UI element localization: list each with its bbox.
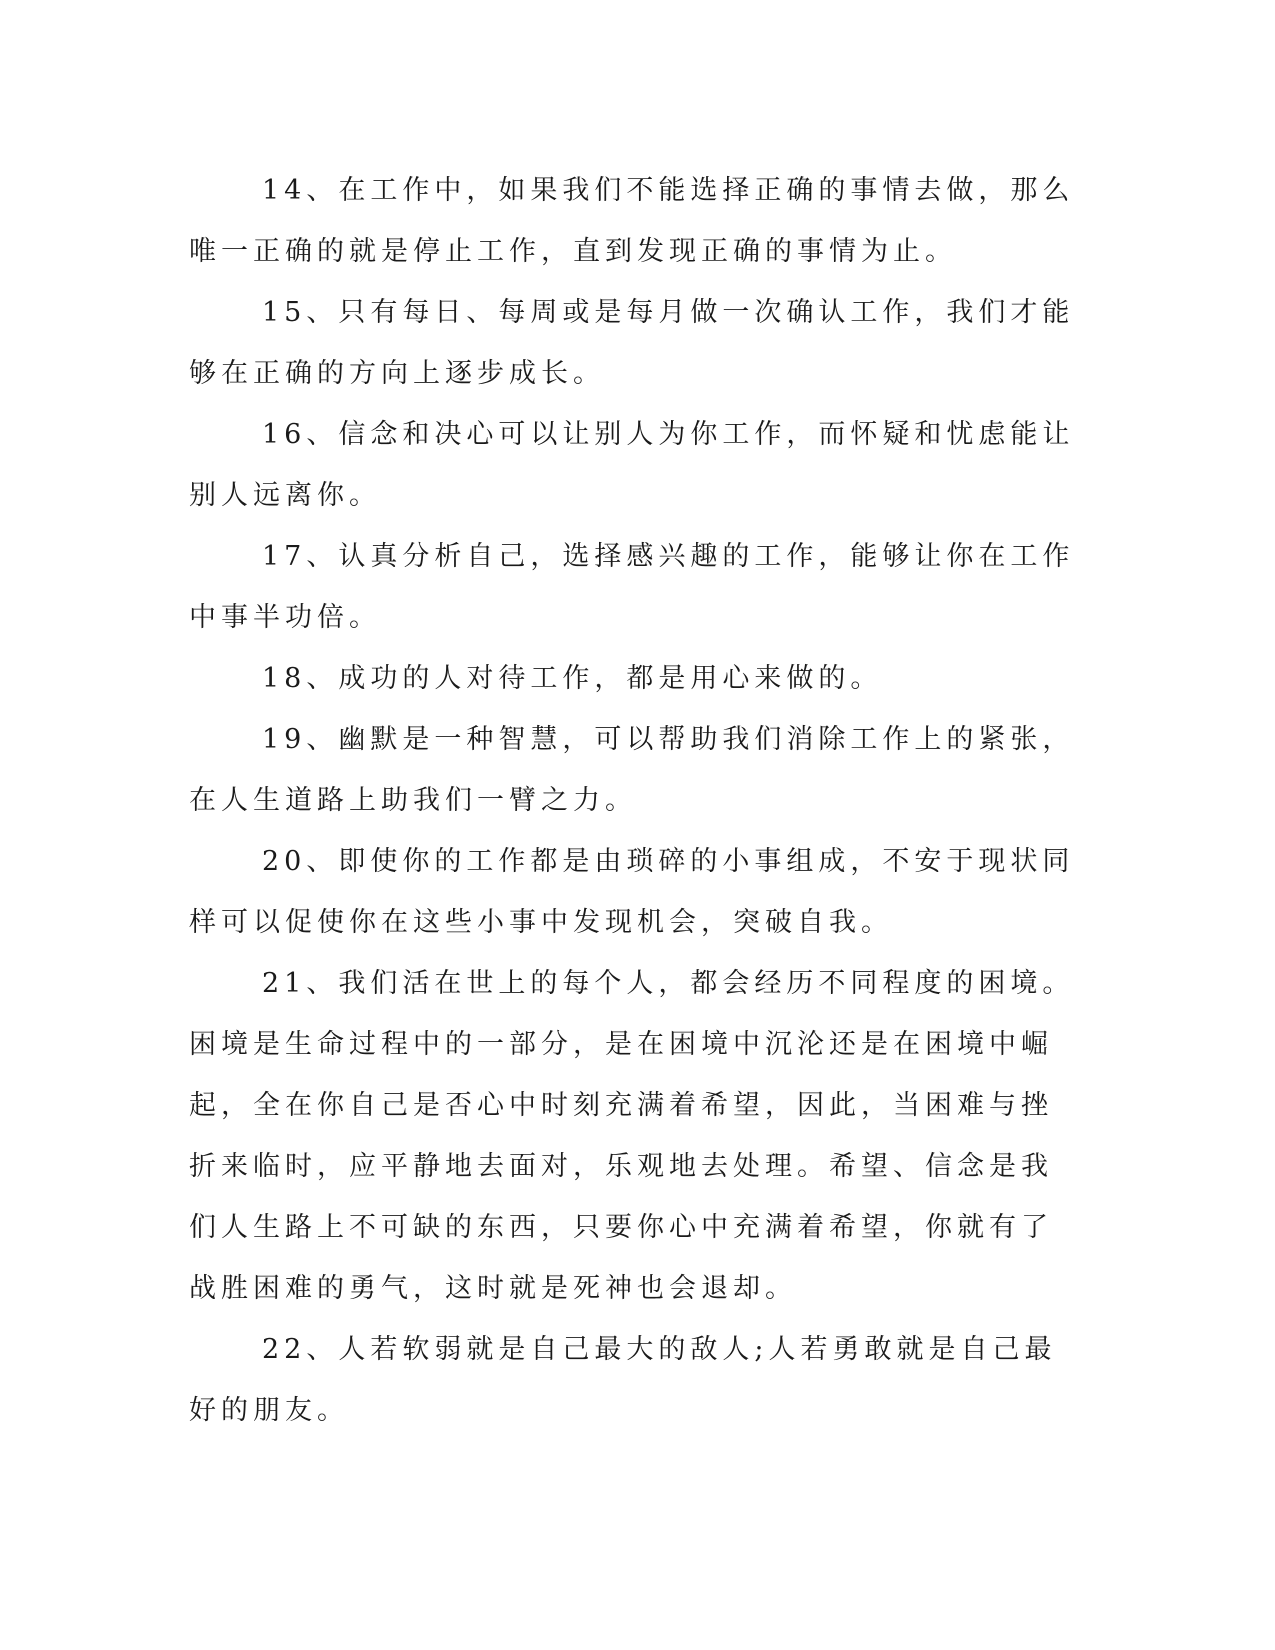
- paragraph-19: 19、幽默是一种智慧，可以帮助我们消除工作上的紧张，在人生道路上助我们一臂之力。: [189, 724, 1075, 816]
- paragraph-22: 22、人若软弱就是自己最大的敌人;人若勇敢就是自己最好的朋友。: [189, 1334, 1057, 1426]
- paragraph-18: 18、成功的人对待工作，都是用心来做的。: [262, 663, 883, 694]
- paragraph-21: 21、我们活在世上的每个人，都会经历不同程度的困境。困境是生命过程中的一部分，是在困境中沉沦还是在困境中崛起，全在你自己是否心中时刻充满着希望，因此，当困难与挫折来临时，应平静地去面对，乐观地去处理。希望、信念是我们人生路上不可缺的东西，只要你心中充满着希望，你就有了战胜困难的勇气，这时就是死神也会退却。: [189, 968, 1075, 1304]
- paragraph-16: 16、信念和决心可以让别人为你工作，而怀疑和忧虑能让别人远离你。: [189, 419, 1075, 511]
- paragraph-17: 17、认真分析自己，选择感兴趣的工作，能够让你在工作中事半功倍。: [189, 541, 1075, 633]
- paragraph-20: 20、即使你的工作都是由琐碎的小事组成，不安于现状同样可以促使你在这些小事中发现机会，突破自我。: [189, 846, 1075, 938]
- document-body: [189, 160, 1079, 1441]
- paragraph-14: 14、在工作中，如果我们不能选择正确的事情去做，那么唯一正确的就是停止工作，直到发现正确的事情为止。: [189, 175, 1075, 267]
- paragraph-15: 15、只有每日、每周或是每月做一次确认工作，我们才能够在正确的方向上逐步成长。: [189, 297, 1075, 389]
